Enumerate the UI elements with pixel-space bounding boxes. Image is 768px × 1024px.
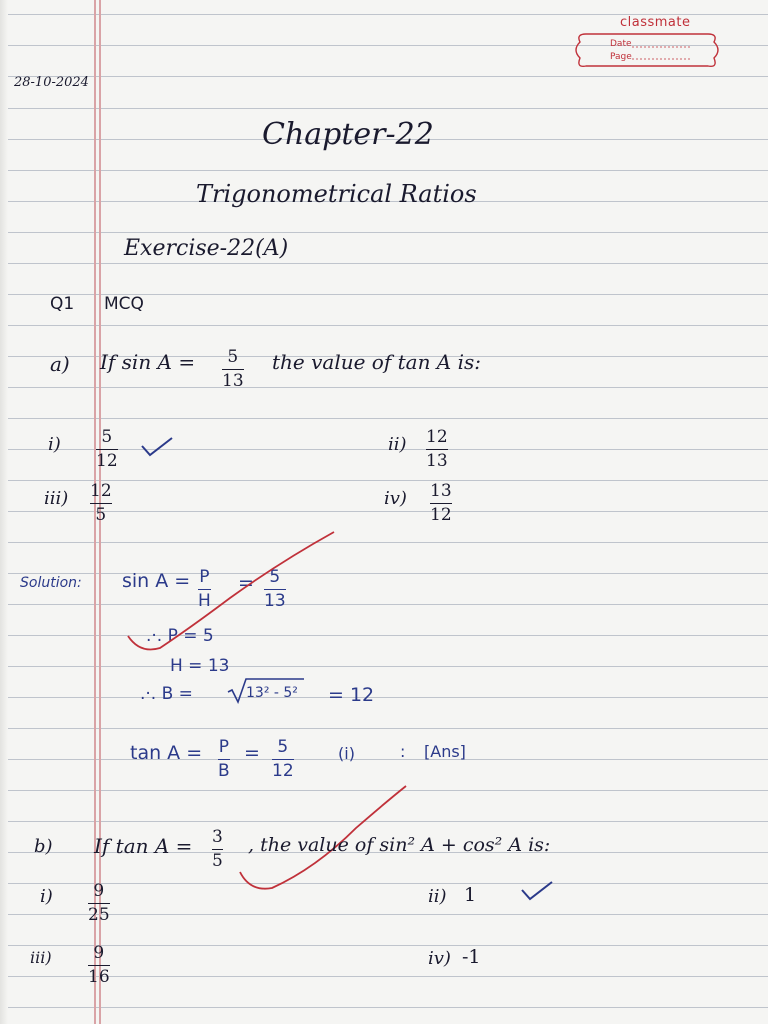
- tan-fraction-value: [272, 738, 294, 781]
- fraction-numerator: P: [199, 567, 210, 587]
- solution-line-h: H = 13: [170, 656, 230, 676]
- fraction-numerator: 5: [227, 347, 239, 367]
- fraction-denominator: 12: [96, 451, 118, 472]
- option-value: -1: [462, 946, 481, 968]
- fraction-bar: [222, 369, 244, 371]
- part-a-question-pre: If sin A =: [100, 350, 196, 374]
- part-a-fraction: [222, 348, 244, 391]
- option-fraction: [430, 482, 452, 525]
- fraction-numerator: 9: [93, 881, 105, 901]
- fraction-numerator: 9: [93, 943, 105, 963]
- fraction-bar: [430, 503, 452, 505]
- page-label: Page: [610, 52, 632, 62]
- fraction-bar: [218, 759, 230, 761]
- solution-line-b-result: = 12: [328, 684, 375, 706]
- answer-option: (i): [338, 744, 355, 763]
- part-b-label: b): [34, 836, 53, 857]
- option-label: ii): [428, 886, 447, 907]
- fraction-denominator: 13: [222, 371, 244, 392]
- fraction-bar: [88, 965, 110, 967]
- tan-fraction-pb: [218, 738, 230, 781]
- option-label: iii): [44, 488, 69, 509]
- fraction-bar: [90, 503, 112, 505]
- fraction-numerator: 5: [101, 427, 113, 447]
- option-label: ii): [388, 434, 407, 455]
- fraction-numerator: 13: [430, 481, 452, 501]
- entry-date: 28-10-2024: [14, 75, 89, 90]
- answer-colon: :: [400, 742, 406, 761]
- exercise-title: Exercise-22(A): [124, 236, 289, 261]
- fraction-bar: [272, 759, 294, 761]
- fraction-denominator: B: [218, 761, 230, 782]
- solution-line-sin: sin A =: [122, 570, 191, 592]
- page-edge: [0, 0, 8, 1024]
- topic-title: Trigonometrical Ratios: [196, 180, 477, 208]
- option-value: 1: [464, 884, 477, 906]
- part-b-question-post: , the value of sin² A + cos² A is:: [248, 834, 551, 856]
- option-label: iv): [384, 488, 407, 509]
- option-label: iii): [30, 948, 52, 967]
- fraction-numerator: 5: [269, 567, 281, 587]
- fraction-denominator: 5: [212, 851, 223, 872]
- fraction-denominator: 13: [426, 451, 448, 472]
- fraction-bar: [212, 849, 223, 851]
- brand-name: classmate: [620, 15, 691, 30]
- solution-line-p: .·. P = 5: [146, 626, 214, 646]
- part-a-question-post: the value of tan A is:: [272, 350, 482, 374]
- fraction-bar: [88, 903, 110, 905]
- fraction-numerator: 12: [90, 481, 112, 501]
- red-checkmark: [120, 528, 340, 658]
- option-fraction: [88, 882, 110, 925]
- fraction-denominator: 16: [88, 967, 110, 988]
- chapter-title: Chapter-22: [262, 117, 434, 152]
- option-label: i): [48, 434, 61, 455]
- part-a-label: a): [50, 352, 70, 376]
- solution-label: Solution:: [20, 575, 82, 591]
- checkmark-icon: [520, 880, 554, 902]
- fraction-numerator: 12: [426, 427, 448, 447]
- root-expression: 13² - 5²: [246, 685, 298, 701]
- date-label: Date: [610, 39, 632, 49]
- answer-marker: [Ans]: [424, 742, 466, 761]
- fraction-numerator: 5: [277, 737, 289, 757]
- fraction-numerator: 3: [212, 827, 223, 847]
- question-type: MCQ: [104, 294, 144, 314]
- fraction-denominator: 12: [430, 505, 452, 526]
- fraction-denominator: H: [198, 591, 211, 612]
- fraction-denominator: 5: [95, 505, 107, 526]
- equals-sign: =: [238, 572, 254, 594]
- fraction-denominator: 12: [272, 761, 294, 782]
- option-fraction: [426, 428, 448, 471]
- option-fraction: [90, 482, 112, 525]
- fraction-denominator: 13: [264, 591, 286, 612]
- part-b-question-pre: If tan A =: [94, 834, 193, 858]
- part-b-fraction: [212, 828, 223, 871]
- fraction-bar: [426, 449, 448, 451]
- solution-line-b: .·. B =: [140, 684, 193, 704]
- fraction-bar: [96, 449, 118, 451]
- checkmark-icon: [140, 436, 174, 458]
- question-number: Q1: [50, 294, 75, 314]
- option-label: i): [40, 886, 53, 907]
- classmate-date-box: [572, 24, 722, 74]
- tan-line: tan A =: [130, 742, 203, 764]
- option-fraction: [88, 944, 110, 987]
- fraction-denominator: 25: [88, 905, 110, 926]
- option-label: iv): [428, 948, 451, 969]
- equals-sign: =: [244, 742, 260, 764]
- option-fraction: [96, 428, 118, 471]
- fraction-numerator: P: [218, 737, 229, 757]
